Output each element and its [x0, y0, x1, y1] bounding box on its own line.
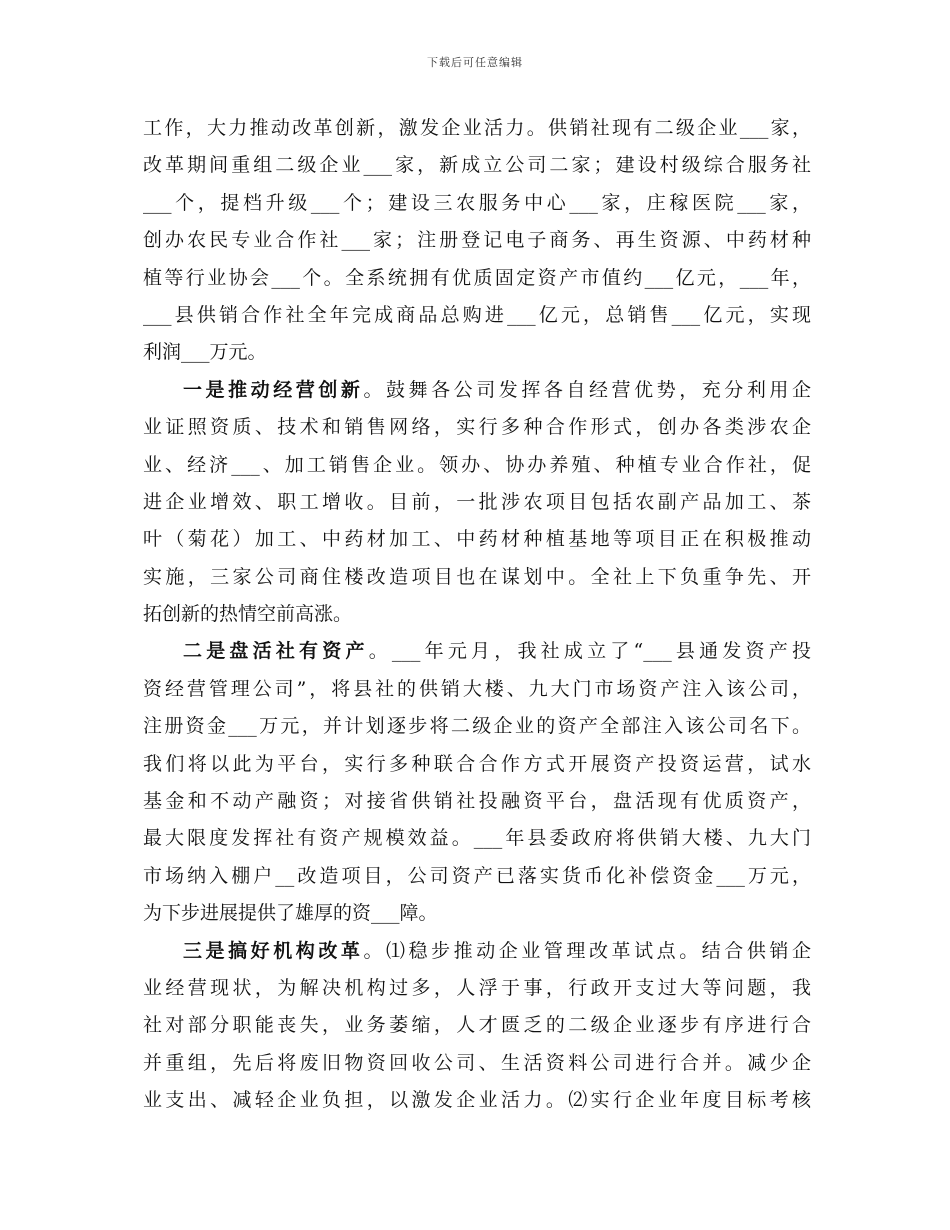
paragraph-first-line — [143, 633, 811, 670]
text-line: 资经营管理公司”，将县社的供销大楼、九大门市场资产注入该公司， — [143, 677, 811, 700]
paragraph-lead-heading: 三是搞好机构改革 — [183, 939, 364, 962]
paragraph — [143, 372, 811, 634]
paragraph — [143, 633, 811, 932]
text-line: 工作，大力推动改革创新，激发企业活力。供销社现有二级企业___家， — [143, 117, 811, 139]
text-line: 基金和不动产融资；对接省供销社投融资平台，盘活现有优质资产， — [143, 790, 811, 813]
text-line: 业经营现状，为解决机构过多，人浮于事，行政开支过大等问题，我 — [143, 976, 811, 999]
text-line: 为下步进展提供了雄厚的资___障。 — [143, 902, 438, 925]
text-line: 注册资金___万元，并计划逐步将二级企业的资产全部注入该公司名下。 — [143, 715, 811, 738]
paragraph-lead-heading: 一是推动经营创新 — [183, 378, 364, 401]
paragraph-first-line — [143, 372, 811, 409]
text-line: 业支出、减轻企业负担，以激发企业活力。⑵实行企业年度目标考核 — [143, 1089, 811, 1112]
paragraph-first-line-text: 。⑴稳步推动企业管理改革试点。结合供销企 — [363, 939, 811, 962]
text-line: 业、经济___、加工销售企业。领办、协办养殖、种植专业合作社，促 — [143, 453, 811, 476]
text-line: ___县供销合作社全年完成商品总购进___亿元，总销售___亿元，实现 — [143, 303, 811, 326]
text-line: 拓创新的热情空前高涨。 — [143, 603, 353, 626]
text-line: 市场纳入棚户__改造项目，公司资产已落实货币化补偿资金___万元， — [143, 864, 811, 887]
text-line: 植等行业协会___个。全系统拥有优质固定资产市值约___亿元，___年， — [143, 266, 811, 289]
text-line: 创办农民专业合作社___家；注册登记电子商务、再生资源、中药材种 — [143, 229, 811, 252]
paragraph-lead-heading: 二是盘活社有资产 — [183, 640, 369, 663]
text-line: 实施，三家公司商住楼改造项目也在谋划中。全社上下负重争先、开 — [143, 565, 811, 588]
paragraph-first-line-text: 。___年元月，我社成立了“___县通发资产投 — [368, 640, 811, 663]
text-line: 进企业增效、职工增收。目前，一批涉农项目包括农副产品加工、茶 — [143, 490, 811, 513]
page-header-note: 下载后可任意编辑 — [427, 56, 523, 69]
text-line: 社对部分职能丧失，业务萎缩，人才匮乏的二级企业逐步有序进行合 — [143, 1014, 811, 1037]
text-line: 并重组，先后将废旧物资回收公司、生活资料公司进行合并。减少企 — [143, 1051, 811, 1074]
text-line: 业证照资质、技术和销售网络，实行多种合作形式，创办各类涉农企 — [143, 416, 811, 439]
paragraph-first-line-text: 。鼓舞各公司发挥各自经营优势，充分利用企 — [363, 378, 811, 401]
text-line: ___个，提档升级___个；建设三农服务中心___家，庄稼医院___家， — [143, 191, 811, 214]
paragraph-first-line — [143, 933, 811, 970]
text-line: 叶（菊花）加工、中药材加工、中药材种植基地等项目正在积极推动 — [143, 528, 811, 551]
document-body — [143, 110, 811, 1120]
text-line: 最大限度发挥社有资产规模效益。___年县委政府将供销大楼、九大门 — [143, 827, 811, 850]
text-line: 我们将以此为平台，实行多种联合合作方式开展资产投资运营，试水 — [143, 752, 811, 775]
paragraph — [143, 933, 811, 1120]
text-line: 利润___万元。 — [143, 341, 267, 364]
paragraph — [143, 110, 811, 372]
text-line: 改革期间重组二级企业___家，新成立公司二家；建设村级综合服务社 — [143, 154, 811, 177]
